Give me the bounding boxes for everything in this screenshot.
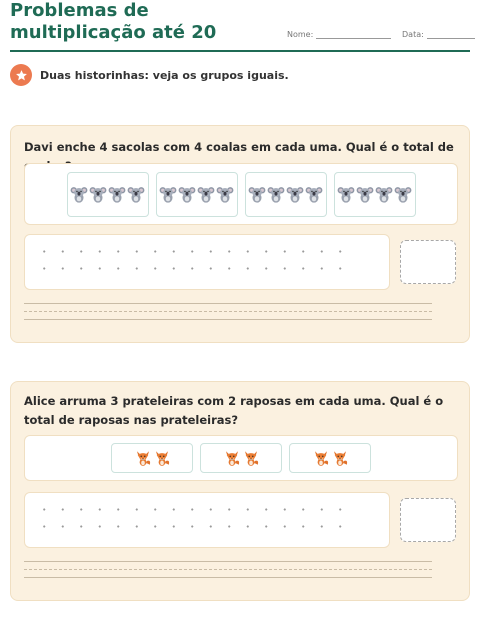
- fox-icon: [331, 449, 349, 467]
- koala-icon: [286, 185, 304, 203]
- fox-icon: [312, 449, 330, 467]
- problem-question: Alice arruma 3 prateleiras com 2 raposas em cada uma. Qual é o total de raposas nas prateleiras?: [24, 394, 444, 427]
- fox-icon: [153, 449, 171, 467]
- worksheet-title: Problemas de multiplicação até 20: [10, 0, 217, 43]
- intro: [10, 64, 289, 86]
- koala-icon: [70, 185, 88, 203]
- koala-icon: [248, 185, 266, 203]
- header-rule: [10, 50, 470, 52]
- intro-text: Duas historinhas: veja os grupos iguais.: [40, 68, 289, 82]
- writing-line: [24, 561, 432, 562]
- animal-group: [245, 172, 327, 217]
- animal-group: [289, 443, 371, 473]
- writing-line-dashed: [24, 311, 432, 312]
- koala-icon: [178, 185, 196, 203]
- koala-icon: [375, 185, 393, 203]
- writing-line: [24, 319, 432, 320]
- koala-icon: [337, 185, 355, 203]
- fox-icon: [223, 449, 241, 467]
- date-label: Data:: [402, 30, 424, 39]
- koala-icon: [216, 185, 234, 203]
- dot-grid: [35, 501, 345, 541]
- name-line: [316, 31, 391, 39]
- koala-icon: [108, 185, 126, 203]
- koala-icon: [197, 185, 215, 203]
- dot-grid-area[interactable]: [24, 234, 390, 290]
- fox-icon: [134, 449, 152, 467]
- name-field[interactable]: [287, 30, 391, 39]
- writing-line: [24, 303, 432, 304]
- dot-grid: [35, 243, 345, 283]
- koala-icon: [127, 185, 145, 203]
- animal-group: [111, 443, 193, 473]
- fox-icon: [242, 449, 260, 467]
- animal-group: [200, 443, 282, 473]
- groups-box: [24, 435, 458, 481]
- date-field[interactable]: [402, 30, 475, 39]
- writing-line: [24, 577, 432, 578]
- animal-group: [67, 172, 149, 217]
- star-icon: [10, 64, 32, 86]
- problem-card-1: [10, 125, 470, 343]
- writing-line-dashed: [24, 569, 432, 570]
- groups-box: [24, 163, 458, 225]
- answer-box[interactable]: [400, 240, 456, 284]
- dot-grid-area[interactable]: [24, 492, 390, 548]
- problem-card-2: [10, 381, 470, 601]
- animal-group: [156, 172, 238, 217]
- answer-box[interactable]: [400, 498, 456, 542]
- koala-icon: [159, 185, 177, 203]
- koala-icon: [267, 185, 285, 203]
- name-label: Nome:: [287, 30, 314, 39]
- koala-icon: [305, 185, 323, 203]
- koala-icon: [89, 185, 107, 203]
- koala-icon: [394, 185, 412, 203]
- problem-question: Davi enche 4 sacolas com 4 coalas em cada uma. Qual é o total de: [24, 140, 454, 154]
- koala-icon: [356, 185, 374, 203]
- animal-group: [334, 172, 416, 217]
- date-line: [427, 31, 475, 39]
